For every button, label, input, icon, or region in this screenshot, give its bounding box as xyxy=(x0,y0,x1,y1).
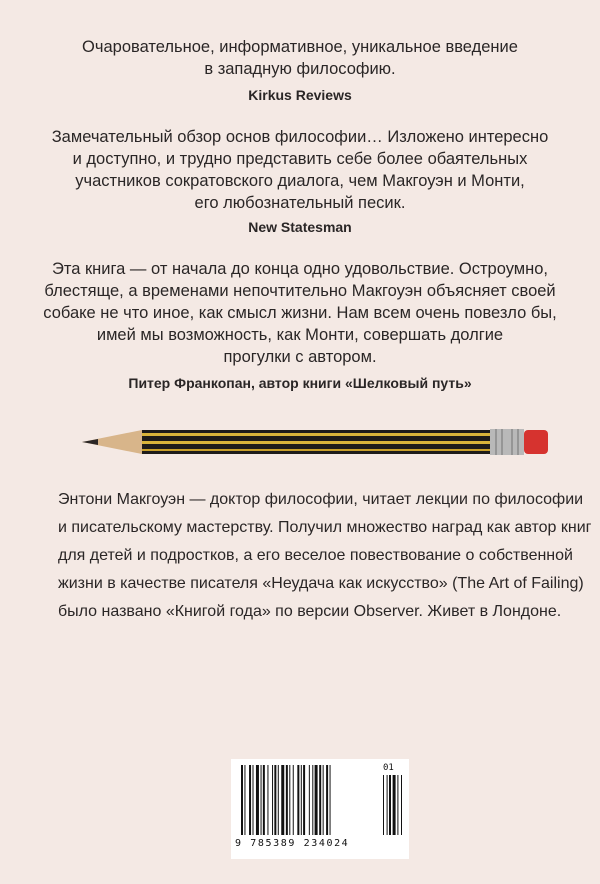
barcode-bar xyxy=(389,775,391,835)
barcode-bar xyxy=(309,765,310,835)
barcode-bar xyxy=(393,775,396,835)
quote-line: его любознательный песик. xyxy=(194,194,406,212)
bio-line: жизни в качестве писателя «Неудача как искусство» (The Art of Failing) xyxy=(58,575,584,592)
barcode-bar xyxy=(274,765,276,835)
quote-line: прогулки с автором. xyxy=(223,348,377,366)
quote-2 xyxy=(40,126,560,214)
barcode-bar xyxy=(297,765,299,835)
pencil-eraser xyxy=(524,430,548,454)
quote-line: участников сократовского диалога, чем Макгоуэн и Монти, xyxy=(75,172,525,190)
barcode-bar xyxy=(293,765,294,835)
barcode-bar xyxy=(312,765,313,835)
bio-line: и писательскому мастерству. Получил множество наград как автор книг xyxy=(58,519,592,536)
bio-line: было названо «Книгой года» по версии Observer. Живет в Лондоне. xyxy=(58,603,562,620)
quote-line: Эта книга — от начала до конца одно удовольствие. Остроумно, xyxy=(51,260,549,278)
barcode-bar xyxy=(263,765,265,835)
quote-line: Замечательный обзор основ философии… Изложено интересно xyxy=(51,128,549,146)
bio-line: для детей и подростков, а его веселое повествование о собственной xyxy=(58,547,573,564)
barcode-bar xyxy=(286,765,288,835)
quote-1 xyxy=(40,36,560,80)
barcode-bar xyxy=(289,765,290,835)
barcode-bar xyxy=(241,765,243,835)
quote-line: и доступно, и трудно представить себе более обаятельных xyxy=(72,150,528,168)
barcode-bar xyxy=(397,775,398,835)
quote-2-source: New Statesman xyxy=(248,219,352,235)
barcode-bar xyxy=(323,765,324,835)
quote-3 xyxy=(40,258,560,368)
barcode-bar xyxy=(256,765,259,835)
bio-line: Энтони Макгоуэн — доктор философии, читает лекции по философии xyxy=(58,491,584,508)
barcode-bar xyxy=(261,765,262,835)
barcode-bar xyxy=(315,765,318,835)
quote-line: Очаровательное, информативное, уникальное введение xyxy=(82,38,518,56)
barcode-bar xyxy=(301,765,302,835)
barcode-bar xyxy=(387,775,388,835)
barcode-bar xyxy=(319,765,321,835)
barcode-bar xyxy=(303,765,305,835)
barcode-bar xyxy=(244,765,245,835)
quote-line: в западную философию. xyxy=(204,60,396,78)
barcode-bar xyxy=(281,765,284,835)
barcode-bar xyxy=(401,775,402,835)
quote-line: имей мы возможность, как Монти, совершать долгие xyxy=(96,326,504,344)
barcode-bar xyxy=(326,765,328,835)
barcode-addon: 01 xyxy=(383,763,394,773)
barcode-bar xyxy=(249,765,251,835)
barcode xyxy=(231,759,409,859)
barcode-bar xyxy=(267,765,268,835)
quote-3-source: Питер Франкопан, автор книги «Шелковый путь» xyxy=(128,375,472,391)
barcode-bar xyxy=(272,765,273,835)
barcode-bar xyxy=(383,775,384,835)
quote-1-source: Kirkus Reviews xyxy=(248,87,352,103)
barcode-bar xyxy=(253,765,254,835)
quote-line: блестяще, а временами непочтительно Макгоуэн объясняет своей xyxy=(44,282,556,300)
barcode-isbn: 9 785389 234024 xyxy=(235,838,350,849)
barcode-bar xyxy=(330,765,331,835)
pencil-lead xyxy=(82,439,98,445)
pencil-ferrule xyxy=(490,429,524,455)
pencil-illustration xyxy=(82,424,552,460)
quote-line: собаке не что иное, как смысл жизни. Нам всем очень повезло бы, xyxy=(43,304,557,322)
barcode-bar xyxy=(278,765,279,835)
author-bio xyxy=(58,486,592,626)
